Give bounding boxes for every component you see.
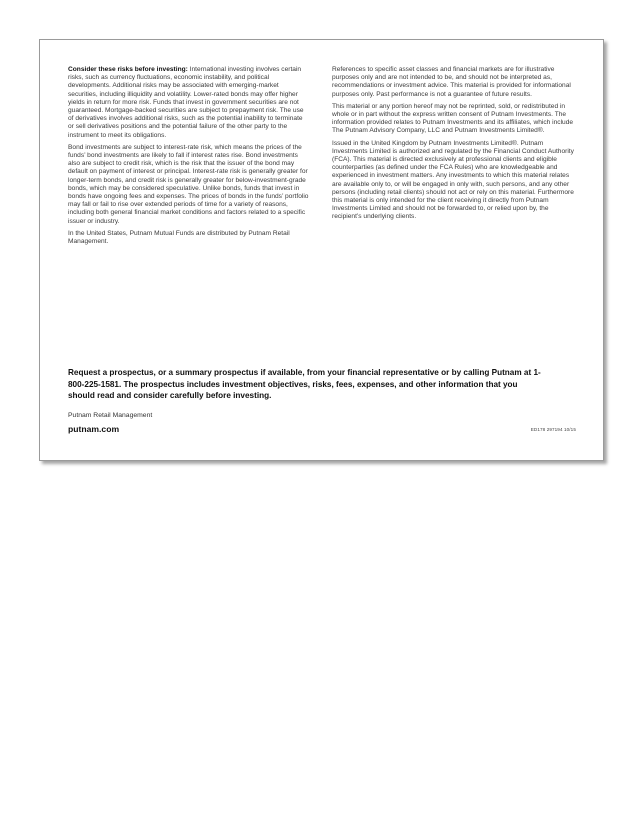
document-page [39,39,604,461]
left-column [68,66,310,250]
risks-paragraph [68,66,310,140]
distribution-paragraph: In the United States, Putnam Mutual Funds are distributed by Putnam Retail Management. [68,229,290,246]
prospectus-callout: Request a prospectus, or a summary prospectus if available, from your financial representative or by calling Putnam at 1-800-225-1581. The prospectus includes investment objectives, risks, fees, expenses, and other information that you should read and consider carefully before investing. [68,368,541,401]
risks-body: International investing involves certain risks, such as currency fluctuations, economic instability, and political developments. Additional risks may be associated with emerging-market securities, including illiquidity and volatility. Lower-rated bonds may offer higher yields in return for more risk. Funds that invest in government securities are not guaranteed. Mortgage-backed securities are subject to prepayment risk. The use of derivatives involves additional risks, such as the potential inability to terminate or sell derivatives positions and the potential failure of the other party to the instrument to meet its obligations. [68,66,304,139]
footer-url[interactable]: putnam.com [68,424,120,434]
reprint-paragraph: This material or any portion hereof may not be reprinted, sold, or redistributed in whole or in part without the express written consent of Putnam Investments. The information provided relates to Putnam Investments and its affiliates, which include The Putnam Advisory Company, LLC and Putnam Investments Limited®. [332,102,574,135]
document-code: ED178 297194 10/15 [530,427,576,432]
bond-risk-paragraph: Bond investments are subject to interest-rate risk, which means the prices of the funds’ bond investments are likely to fall if interest rates rise. Bond investments also are subject to credit risk, which is the risk that the issuer of the bond may default on payment of interest or principal. Interest-rate risk is generally greater for longer-term bonds, and credit risk is generally greater for below-investment-grade bonds, which may be considered speculative. Unlike bonds, funds that invest in bonds have ongoing fees and expenses. The prices of bonds in the funds’ portfolio may fall or fail to rise over extended periods of time for a variety of reasons, including both general financial market conditions and factors related to a specific issuer or industry. [68,143,309,225]
references-paragraph: References to specific asset classes and financial markets are for illustrative purposes only and are not intended to be, and should not be interpreted as, recommendations or investment advice. This material is provided for informational purposes only. Past performance is not a guarantee of future results. [332,66,571,98]
uk-issuance-paragraph: Issued in the United Kingdom by Putnam Investments Limited®. Putnam Investments Limited is authorized and regulated by the Financial Conduct Authority (FCA). This material is directed exclusively at professional clients and eligible counterparties (as defined under the FCA Rules) who are knowledgeable and experienced in investment matters. Any investments to which this material relates are available only to, or will be engaged in only with, such persons, and any other persons (including retail clients) should not act or rely on this material. Furthermore this material is only intended for the client receiving it directly from Putnam Investments Limited and should not be forwarded to, or relied upon by, the recipient’s underlying clients. [332,139,574,221]
risks-lead: Consider these risks before investing: [68,66,188,73]
footer-company: Putnam Retail Management [68,412,153,419]
right-column [332,66,578,226]
